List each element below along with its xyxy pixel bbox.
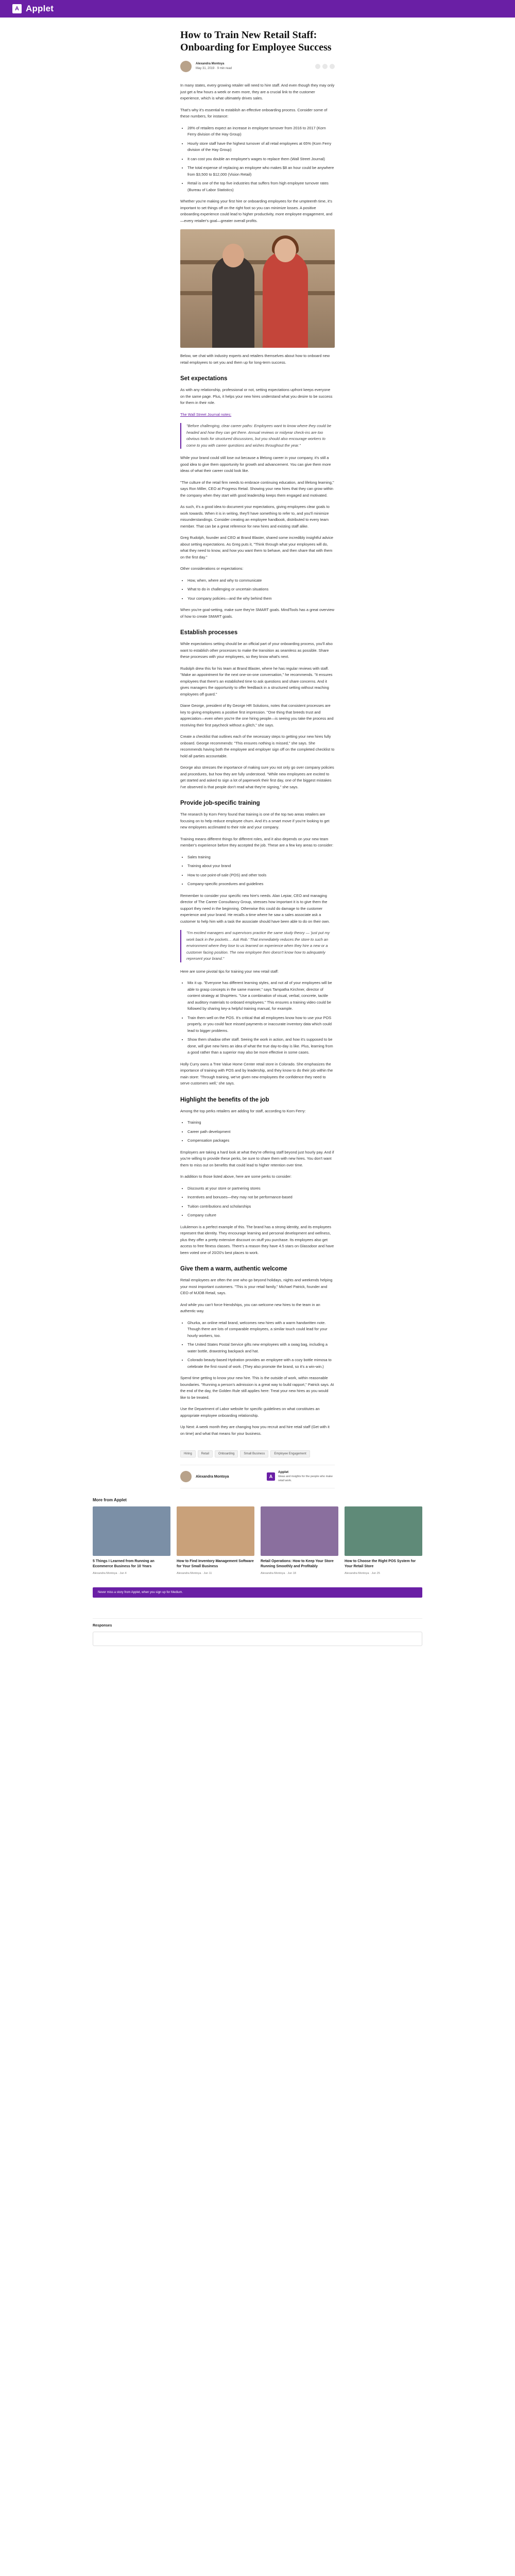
author-avatar[interactable] (180, 1471, 192, 1482)
related-card[interactable] (261, 1506, 338, 1575)
list-item: • Discounts at your store or partnering stores (187, 1185, 335, 1192)
related-card[interactable] (177, 1506, 254, 1575)
paragraph: While your brand could still lose out because a lifelong career in your company, it's still a good idea to give them opportunity for growth and advancement. You can give them more ideas of what their career could look like. (180, 455, 331, 473)
list-item: • Hourly store staff have the highest turnover of all retail employees at 65% (Korn Ferry division of the Hay Group) (187, 141, 335, 154)
byline (180, 61, 335, 72)
intro-paragraph: In many states, every growing retailer will need to hire staff. And even though they may only just get a few hours a week or even more, they are a crucial link to the customer experience, which is what ultimately drives sales. (180, 83, 335, 100)
pull-quote: "I'm excited managers and supervisors practice the same study theory — 'just put my work back in the pockets… Ask Rob.' That immediately reduces the store to such an environment where they lose to us learned on experience when they hire a new or a customer facing position. The new employee then doesn't know how to adequately represent your brand." (180, 930, 335, 962)
brand-logo-icon[interactable]: A (12, 4, 22, 13)
stats-list (187, 125, 335, 194)
section-heading: Set expectations (180, 376, 228, 382)
article (180, 18, 335, 1488)
list-item: • Train them well on the POS. It's critical that all employees know how to use your POS properly, or you could face missed payments or inaccurate inventory data which could lead to bigger problems. (187, 1015, 335, 1035)
related-thumbnail[interactable] (93, 1506, 170, 1556)
response-input[interactable] (93, 1632, 422, 1646)
related-meta: Alexandra Montoya · Jun 11 (177, 1572, 212, 1575)
intro-paragraph: That's why it's essential to establish an effective onboarding process. Consider some of these numbers, for instance: (180, 107, 328, 118)
section-heading: Provide job-specific training (180, 800, 260, 806)
author-box (180, 1465, 335, 1488)
tag[interactable]: Onboarding (215, 1450, 238, 1458)
paragraph: Rudolph drew this for his team at Brand Blaster, where he has regular reviews with staff. "Make an appointment for the next one-on-one conversation," he recommends. "It ensures employees that there's an established time to ask questions and share concerns. And it gives managers the opportunity to offer feedback in a structured setting without reaching employees off guard." (180, 666, 333, 697)
section-heading: Establish processes (180, 630, 238, 636)
facebook-icon[interactable] (322, 64, 328, 69)
list-item: • Training (187, 1120, 335, 1126)
list-item: • 28% of retailers expect an increase in employee turnover from 2016 to 2017 (Korn Ferry division of the Hay Group) (187, 125, 335, 138)
paragraph: Here are some pivotal tips for training your new retail staff: (180, 969, 279, 974)
list-item: • Retail is one of the top five industries that suffers from high employee turnover rates (Bureau of Labor Statistics) (187, 180, 335, 193)
related-card[interactable] (93, 1506, 170, 1575)
perks-list (187, 1120, 335, 1144)
paragraph: Create a checklist that outlines each of the necessary steps to getting your new hires fully onboard. George recommends: "This ensures nothing is missed," she says. She recommends having both the employee and employer sign off on the completed checklist to hold all parties accountable. (180, 734, 335, 758)
article-photo (180, 229, 335, 348)
paragraph: Employers are taking a hard look at what they're offering staff beyond just hourly pay. And if you're willing to provide these perks, be sure to share them with new hires. You don't want them to miss out on benefits that could lead to higher retention over time. (180, 1149, 334, 1167)
paragraph: "The culture of the retail firm needs to embrace continuing education, and lifelong learning," says Ron Miller, CEO at Progress Retail. Showing your new hires that they can grow within the company when they start with good leadership keeps them engaged and motivated. (180, 480, 334, 498)
share-buttons (315, 64, 335, 69)
related-title[interactable]: How to Choose the Right POS System for Your Retail Store (345, 1560, 416, 1568)
paragraph: And while you can't force friendships, you can welcome new hires to the team in an authentic way. (180, 1302, 320, 1313)
list-item: • Show them shadow other staff. Seeing the work in action, and how it's supposed to be done, will give new hires an idea of what the true day-to-day is like. Plus, learning from a good rather than a superior may also be more effective in some cases. (187, 1037, 335, 1056)
brand-name[interactable]: Applet (26, 4, 54, 13)
publication-logo-icon[interactable]: A (267, 1472, 275, 1481)
paragraph: Training means different things for different roles, and it also depends on your new team member's experience before they accepted the job. These are a few key areas to consider: (180, 836, 334, 848)
paragraph: As such, it's a good idea to document your expectations, giving employees clear goals to work towards. When it is in writing, they'll have something to refer to, and you'll minimize misunderstandings. Consider creating an employee handbook, distributed to every team member. That can be a great reference for new hires and existing staff alike. (180, 504, 330, 529)
responses-heading: Responses (93, 1624, 112, 1628)
bookmark-icon[interactable] (330, 64, 335, 69)
list-item: • It can cost you double an employee's wages to replace them (Wall Street Journal) (187, 156, 335, 163)
paragraph: In addition to those listed above, here are some perks to consider: (180, 1174, 292, 1179)
list-item: • What to do in challenging or uncertain situations (187, 586, 335, 593)
list-item: • Sales training (187, 854, 335, 861)
list-item: • Compensation packages (187, 1138, 335, 1144)
banner-text: Never miss a story from Applet, when you sign up for Medium. (98, 1591, 183, 1594)
considerations-list (187, 578, 335, 602)
responses-section (93, 1618, 422, 1671)
paragraph: Diane George, president of By George HR Solutions, notes that consistent processes are key to giving employees a positive first impression. "One thing that breeds trust and appreciation—even when you're the one hiring people—is seeing you take the process and receiving their first paycheck without a glitch," she says. (180, 703, 334, 727)
paragraph: Lululemon is a perfect example of this. The brand has a strong identity, and its employees represent that identity. They encourage learning and personal development and wellness, plus they offer a pretty extensive discount on stuff you purchase. Its employees also get access to free fitness classes. There's a reason they have 4.5 stars on Glassdoor and have been voted one of 20/20's best places to work. (180, 1224, 334, 1255)
related-thumbnail[interactable] (177, 1506, 254, 1556)
tips-list (187, 980, 335, 1056)
list-item: • Company culture (187, 1212, 335, 1219)
paragraph: Below, we chat with industry experts and retailers themselves about how to onboard new retail employees to set you and them up for long-term success. (180, 353, 330, 365)
list-item: • Your company policies—and the why behind them (187, 596, 335, 602)
paragraph: Up Next: A week month they are changing how you recruit and hire retail staff (Get with it on time) and what that means for your business. (180, 1425, 330, 1436)
extra-perks-list (187, 1185, 335, 1219)
welcome-list (187, 1320, 335, 1370)
related-heading: More from Applet (93, 1498, 127, 1502)
paragraph: Whether you're making your first hire or onboarding employees for the umpteenth time, it's important to set things off on the right foot so you can minimize losses. A positive onboarding experience could lead to higher productivity, more employee engagement, and—every retailer's goal—greater overall profits. (180, 199, 333, 223)
paragraph: Other considerations or expectations: (180, 566, 244, 571)
publication-info (267, 1470, 335, 1483)
list-item: • Incentives and bonuses—they may not be performance-based (187, 1194, 335, 1201)
list-item: • Tuition contributions and scholarships (187, 1204, 335, 1210)
list-item: • Company-specific procedures and guidelines (187, 881, 335, 888)
related-meta: Alexandra Montoya · Jun 4 (93, 1572, 127, 1575)
paragraph: While expectations setting should be an official part of your onboarding process, you'll also want to establish other processes to make the transition as seamless as possible. Share these processes with your employees, so they know what's next. (180, 641, 333, 659)
publication-description: Ideas and insights for the people who make retail work. (278, 1475, 333, 1482)
related-meta: Alexandra Montoya · Jun 25 (345, 1572, 380, 1575)
related-thumbnail[interactable] (261, 1506, 338, 1556)
list-item: • How to use point-of-sale (POS) and other tools (187, 872, 335, 879)
related-card[interactable] (345, 1506, 422, 1575)
list-item: • Mix it up. "Everyone has different learning styles, and not all of your employees will be able to grasp concepts in the same manner," says Tampatha Kirchner, director of content strategy at ShopHers. "Use a combination of visual, verbal, concrete, tactile and auditory materials to onboard employees." This ensures a training video could be followed by sharing key-a helpful training manual, for example. (187, 980, 335, 1012)
tag[interactable]: Employee Engagement (270, 1450, 310, 1458)
section-heading: Give them a warm, authentic welcome (180, 1266, 287, 1272)
paragraph: Among the top perks retailers are adding for staff, according to Korn Ferry: (180, 1108, 306, 1113)
source-link[interactable]: The Wall Street Journal notes: (180, 412, 232, 417)
paragraph: The research by Korn Ferry found that training is one of the top two areas retailers are focusing on to help reduce employee churn. And it's a smart move if you're looking to get new employees acclimated to their role and your company. (180, 812, 330, 829)
list-item: • Career path development (187, 1129, 335, 1136)
related-title[interactable]: 5 Things I Learned from Running an Ecommerce Business for 10 Years (93, 1560, 154, 1568)
related-meta: Alexandra Montoya · Jun 18 (261, 1572, 296, 1575)
author-name[interactable]: Alexandra Montoya (196, 1475, 229, 1479)
related-stories (93, 1498, 422, 1575)
paragraph: As with any relationship, professional or not, setting expectations upfront keeps everyone on the same page. Plus, it helps your new hires understand what you desire to be success for them in their role. (180, 387, 333, 405)
list-item: • Ghurka, an online retail brand, welcomes new hires with a warm handwritten note. Though there are lots of comparable employees, a similar touch could lead for your hourly workers, too. (187, 1320, 335, 1340)
related-title[interactable]: How to Find Inventory Management Software for Your Small Business (177, 1560, 254, 1568)
tag[interactable]: Small Business (240, 1450, 268, 1458)
tag-list (180, 1450, 335, 1458)
list-item: • Colorado beauty-based Hydration provides an employee with a cozy bottle mimosa to celebrate the first round of work. (They also promote the brand, so it's a win-win.) (187, 1357, 335, 1370)
list-item: • How, when, where and why to communicate (187, 578, 335, 584)
author-name[interactable]: Alexandra Montoya (196, 62, 225, 65)
author-avatar[interactable] (180, 61, 192, 72)
section-heading: Highlight the benefits of the job (180, 1096, 269, 1103)
paragraph: When you're goal-setting, make sure they're SMART goals. MindTools has a great overview of how to create SMART goals. (180, 607, 335, 619)
pull-quote: "Before challenging, clear career paths: Employees want to know where they could be headed and how they can get there. Annual reviews or midyear check-ins are too obvious tools for structured discussions, but you should also encourage workers to come to you with career questions and wishes throughout the year." (180, 423, 335, 449)
related-title[interactable]: Retail Operations: How to Keep Your Store Running Smoothly and Profitably (261, 1560, 334, 1568)
related-thumbnail[interactable] (345, 1506, 422, 1556)
paragraph: Remember to consider your specific new hire's needs. Alan Lepiar, CEO and managing director of The Career Consultancy Group, stresses how important it is to give them the support they need in the beginning. Otherwise this could do damage to the customer experience and your brand. He recalls a time where he saw a sales associate ask a customer to help him with a task the associate should have been able to do on their own. (180, 893, 330, 924)
list-item: • Training about your brand (187, 863, 335, 870)
top-bar (0, 0, 515, 18)
signup-banner[interactable] (93, 1587, 422, 1598)
list-item: • The total expense of replacing an employee who makes $8 an hour could be anywhere from $3,500 to $12,000 (Vision Retail) (187, 165, 335, 178)
publish-date: May 31, 2019 · 9 min read (196, 67, 232, 70)
list-item: • The United States Postal Service gifts new employees with a swag bag, including a water bottle, drawstring backpack and hat. (187, 1342, 335, 1354)
paragraph: Spend time getting to know your new hire. This is the outside of work, within reasonable boundaries. "Running a person's admission is a great way to build rapport," Patrick says. At the end of the day, the Golden Rule still applies here: Treat your new hires as you would like to be treated. (180, 1376, 334, 1400)
twitter-icon[interactable] (315, 64, 320, 69)
training-list (187, 854, 335, 888)
paragraph: Greg Rudolph, founder and CEO at Brand Blaster, shared some incredibly insightful advice about setting expectations. As Greg puts it, "Think through what your employees will do, what they need to know, and how you want them to behave, and then share that with them on the first day." (180, 535, 334, 560)
tag[interactable]: Hiring (180, 1450, 196, 1458)
publication-name[interactable]: Applet (278, 1470, 289, 1474)
paragraph: George also stresses the importance of making sure you not only go over company policies and procedures, but how they are fully understood. "While new employees are excited to get started and asked to sign a lot of paperwork their first day, one of the biggest mistakes I've observed is that people don't read what they're signing," she says. (180, 765, 334, 789)
paragraph: Use the Department of Labor website for specific guidelines on what constitutes an appropriate employee onboarding relationship. (180, 1406, 320, 1418)
article-title: How to Train New Retail Staff: Onboarding for Employee Success (180, 29, 332, 53)
tag[interactable]: Retail (198, 1450, 213, 1458)
paragraph: Holly Curry owns a Tree Value Home Center retail store in Colorado. She emphasizes the importance of training with POS and by leadership, and they know to do their job within the main store: 'Through training, we've given new employees the confidence they need to serve customers well,' she says. (180, 1061, 333, 1086)
paragraph: Retail employees are often the one who go beyond holidays, nights and weekends helping your most important customers. "This is your retail family," Michael Patrick, founder and CEO of MJOB Retail, says. (180, 1278, 333, 1295)
